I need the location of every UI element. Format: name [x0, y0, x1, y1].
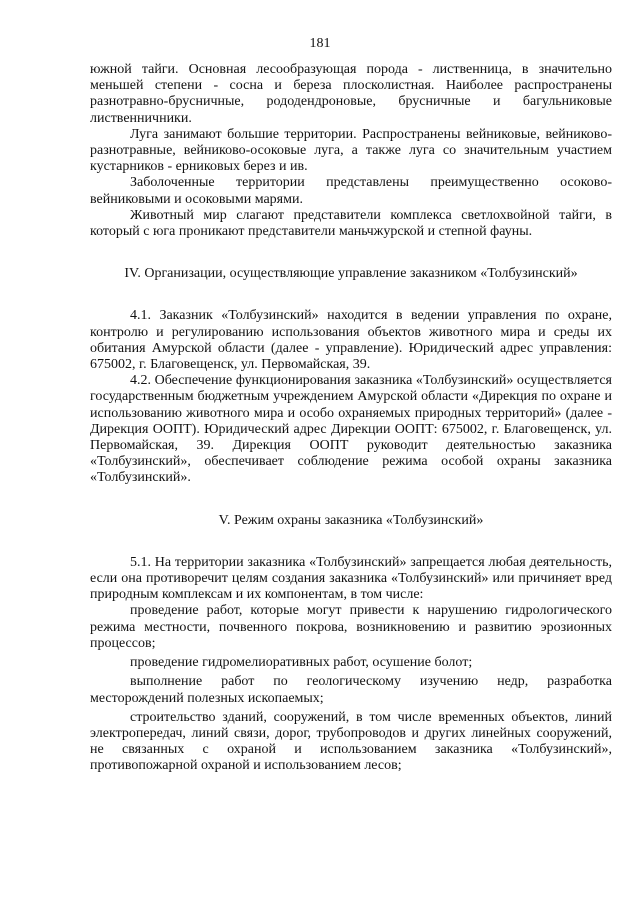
paragraph-forest-description: южной тайги. Основная лесообразующая порода - лиственница, в значительно меньшей степени - сосна и береза плосколистная. Наиболее распространены разнотравно-брусничные, рододендроновые, брусничные и багульниковые лиственничники.	[90, 62, 612, 126]
clause-4-2: 4.2. Обеспечение функционирования заказника «Толбузинский» осуществляется государственным бюджетным учреждением Амурской области «Дирекция по охране и использованию животного мира и особо охраняемых природных территорий» (далее - Дирекция ООПТ). Юридический адрес Дирекции ООПТ: 675002, г. Благовещенск, ул. Первомайская, 39. Дирекция ООПТ руководит деятельностью заказника «Толбузинский», обеспечивает соблюдение режима особой охраны заказника «Толбузинский».	[90, 373, 612, 486]
prohibition-item: строительство зданий, сооружений, в том числе временных объектов, линий электропередач, линий связи, дорог, трубопроводов и других линейных сооружений, не связанных с охраной и использованием заказника «Толбузинский», противопожарной охраной и использованием лесов;	[90, 709, 612, 774]
paragraph-meadows: Луга занимают большие территории. Распространены вейниковые, вейниково-разнотравные, вейниково-осоковые луга, а также луга со значительным участием кустарников - ерниковых берез и ив.	[90, 126, 612, 175]
page-number: 181	[309, 36, 331, 51]
page-body	[90, 62, 612, 775]
paragraph-fauna: Животный мир слагают представители комплекса светлохвойной тайги, в который с юга проникают представители маньчжурской и степной фауны.	[90, 207, 612, 240]
section-5-heading: V. Режим охраны заказника «Толбузинский»	[218, 512, 484, 528]
section-4-heading: IV. Организации, осуществляющие управление заказником «Толбузинский»	[124, 266, 578, 282]
clause-4-1: 4.1. Заказник «Толбузинский» находится в ведении управления по охране, контролю и регулированию использования объектов животного мира и среды их обитания Амурской области (далее - управление). Юридический адрес управления: 675002, г. Благовещенск, ул. Первомайская, 39.	[90, 308, 612, 373]
prohibition-item: проведение гидромелиоративных работ, осушение болот;	[130, 655, 473, 671]
prohibition-item: проведение работ, которые могут привести к нарушению гидрологического режима местности, почвенного покрова, возникновению и развитию эрозионных процессов;	[90, 603, 612, 651]
paragraph-wetlands: Заболоченные территории представлены преимущественно осоково-вейниковыми и осоковыми марями.	[90, 175, 612, 207]
clause-5-1: 5.1. На территории заказника «Толбузинский» запрещается любая деятельность, если она противоречит целям создания заказника «Толбузинский» или причиняет вред природным комплексам и их компонентам, в том числе:	[90, 554, 612, 603]
prohibition-item: выполнение работ по геологическому изучению недр, разработка месторождений полезных ископаемых;	[90, 674, 612, 706]
